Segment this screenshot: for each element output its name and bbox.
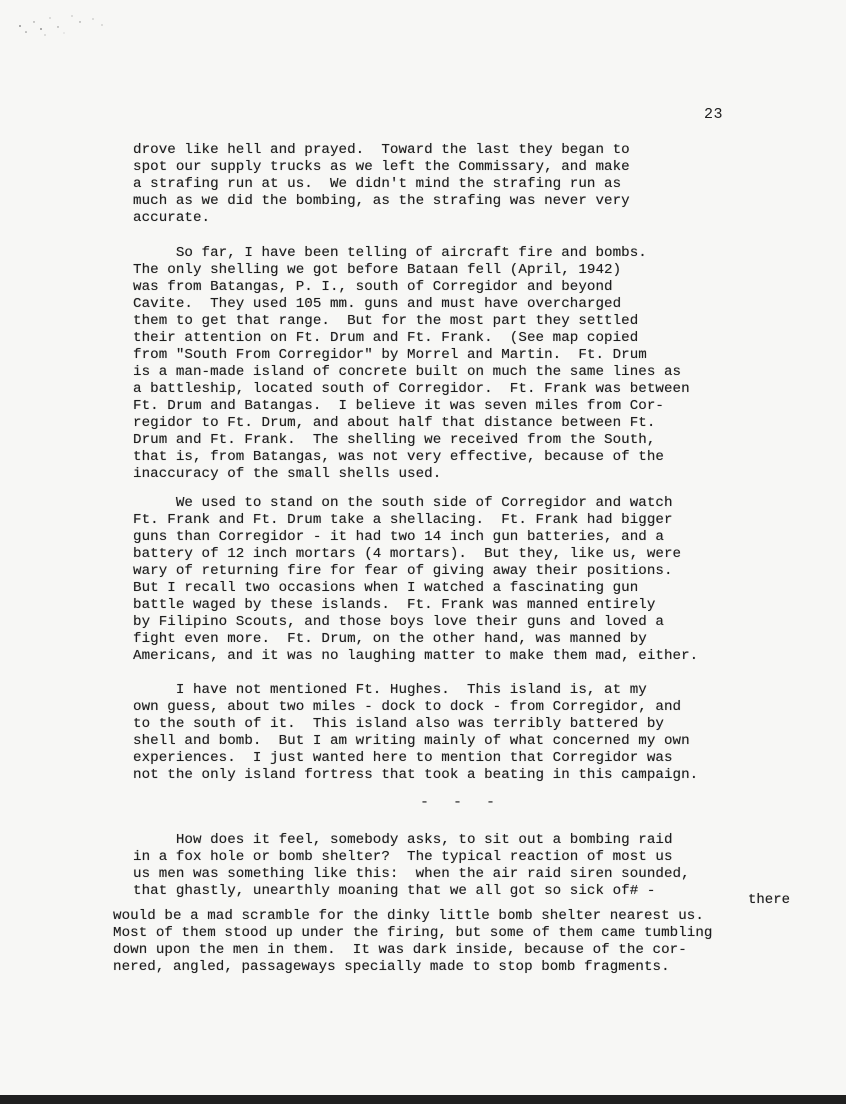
text-line: is a man-made island of concrete built on much the same lines as bbox=[133, 364, 682, 380]
text-line: a battleship, located south of Corregidor. Ft. Frank was between bbox=[133, 381, 690, 397]
text-line: that is, from Batangas, was not very effective, because of the bbox=[133, 449, 664, 465]
text-line: fight even more. Ft. Drum, on the other hand, was manned by bbox=[133, 631, 647, 647]
text-line: their attention on Ft. Drum and Ft. Frank. (See map copied bbox=[133, 330, 639, 346]
text-line: not the only island fortress that took a beating in this campaign. bbox=[133, 767, 699, 783]
text-line: battery of 12 inch mortars (4 mortars). But they, like us, were bbox=[133, 546, 682, 562]
text-line: wary of returning fire for fear of giving away their positions. bbox=[133, 563, 673, 579]
text-line: regidor to Ft. Drum, and about half that distance between Ft. bbox=[133, 415, 656, 431]
text-line: Drum and Ft. Frank. The shelling we received from the South, bbox=[133, 432, 656, 448]
text-line: drove like hell and prayed. Toward the last they began to bbox=[133, 142, 630, 158]
text-line: How does it feel, somebody asks, to sit out a bombing raid bbox=[133, 832, 673, 848]
text-line: inaccuracy of the small shells used. bbox=[133, 466, 442, 482]
text-line: them to get that range. But for the most part they settled bbox=[133, 313, 639, 329]
text-line: So far, I have been telling of aircraft fire and bombs. bbox=[133, 245, 647, 261]
text-line: to the south of it. This island also was terribly battered by bbox=[133, 716, 664, 732]
text-line: The only shelling we got before Bataan fell (April, 1942) bbox=[133, 262, 622, 278]
text-line: shell and bomb. But I am writing mainly of what concerned my own bbox=[133, 733, 690, 749]
paper-specks bbox=[14, 8, 124, 38]
text-line: a strafing run at us. We didn't mind the strafing run as bbox=[133, 176, 622, 192]
text-line: But I recall two occasions when I watched a fascinating gun bbox=[133, 580, 639, 596]
text-line: was from Batangas, P. I., south of Corregidor and beyond bbox=[133, 279, 613, 295]
text-line: by Filipino Scouts, and those boys love their guns and loved a bbox=[133, 614, 664, 630]
text-line: own guess, about two miles - dock to dock - from Corregidor, and bbox=[133, 699, 682, 715]
text-line: in a fox hole or bomb shelter? The typical reaction of most us bbox=[133, 849, 673, 865]
text-line: us men was something like this: when the air raid siren sounded, bbox=[133, 866, 690, 882]
text-line: Cavite. They used 105 mm. guns and must have overcharged bbox=[133, 296, 622, 312]
text-line: experiences. I just wanted here to mention that Corregidor was bbox=[133, 750, 673, 766]
text-line: spot our supply trucks as we left the Commissary, and make bbox=[133, 159, 630, 175]
handwritten-style-insertion: there bbox=[748, 892, 791, 908]
text-line: battle waged by these islands. Ft. Frank was manned entirely bbox=[133, 597, 656, 613]
scan-edge-bar bbox=[0, 1095, 846, 1104]
text-line: nered, angled, passageways specially made to stop bomb fragments. bbox=[113, 959, 670, 975]
text-line: from "South From Corregidor" by Morrel and Martin. Ft. Drum bbox=[133, 347, 647, 363]
text-line: Ft. Frank and Ft. Drum take a shellacing. Ft. Frank had bigger bbox=[133, 512, 673, 528]
text-line: Americans, and it was no laughing matter to make them mad, either. bbox=[133, 648, 699, 664]
text-line: guns than Corregidor - it had two 14 inch gun batteries, and a bbox=[133, 529, 664, 545]
text-line: that ghastly, unearthly moaning that we all got so sick of# - bbox=[133, 883, 656, 899]
text-line: down upon the men in them. It was dark inside, because of the cor- bbox=[113, 942, 687, 958]
text-line: I have not mentioned Ft. Hughes. This island is, at my bbox=[133, 682, 647, 698]
text-line: would be a mad scramble for the dinky little bomb shelter nearest us. bbox=[113, 908, 704, 924]
text-line: accurate. bbox=[133, 210, 211, 226]
text-line: much as we did the bombing, as the strafing was never very bbox=[133, 193, 630, 209]
text-line: Ft. Drum and Batangas. I believe it was seven miles from Cor- bbox=[133, 398, 664, 414]
section-separator: - - - bbox=[420, 794, 498, 811]
page-number: 23 bbox=[704, 106, 724, 123]
text-line: We used to stand on the south side of Corregidor and watch bbox=[133, 495, 673, 511]
text-line: Most of them stood up under the firing, but some of them came tumbling bbox=[113, 925, 713, 941]
